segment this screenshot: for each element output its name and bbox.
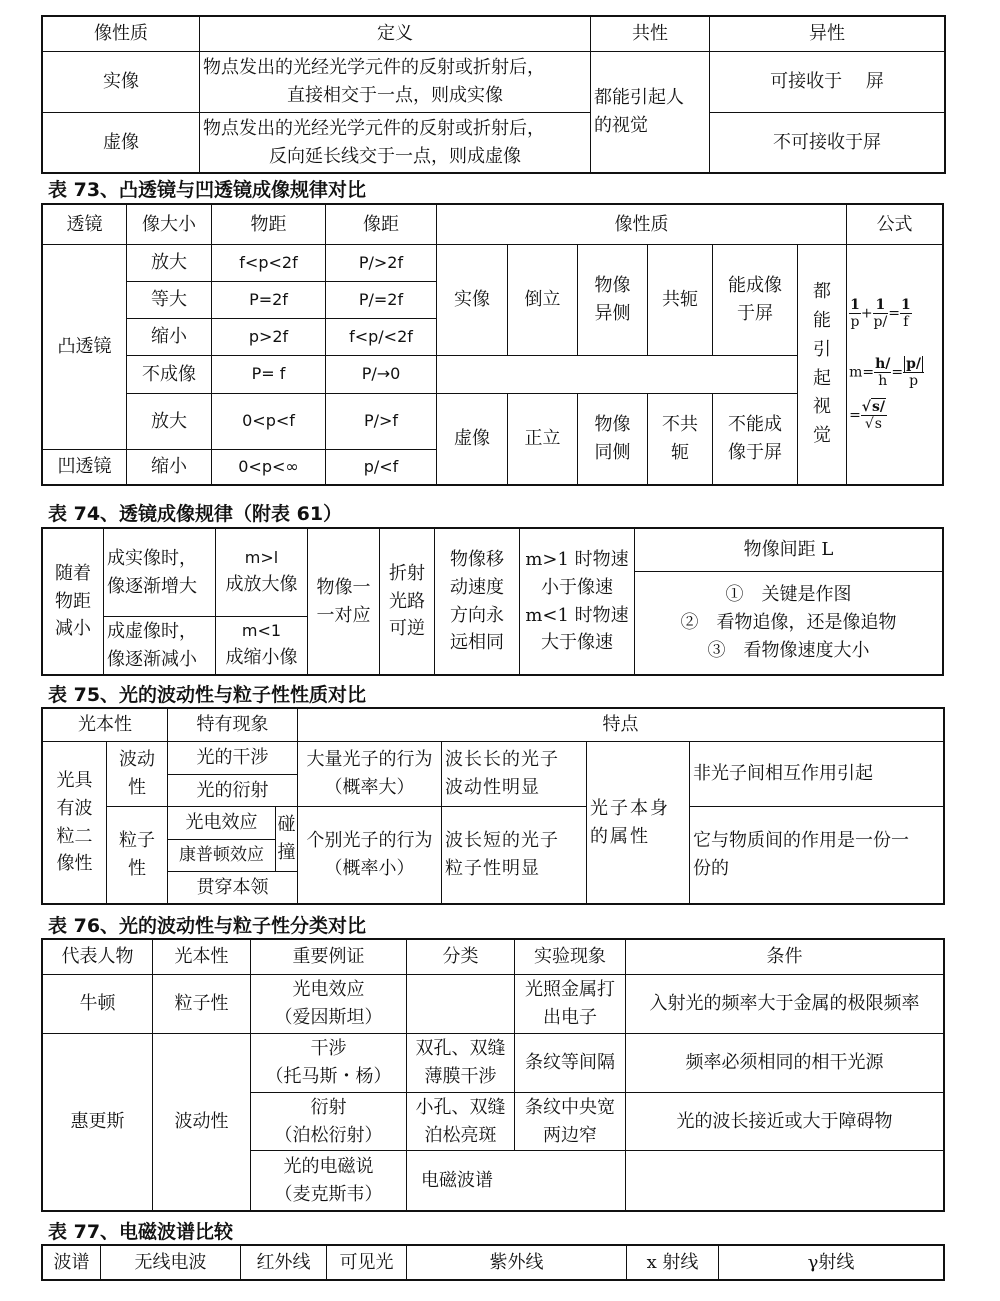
header-image-distance: 像距 bbox=[326, 205, 437, 245]
caption-table-76: 表 76、光的波动性与粒子性分类对比 bbox=[48, 915, 367, 937]
object-distance: P= f bbox=[212, 356, 326, 394]
virtual-image-difference: 不可接收于屏 bbox=[710, 113, 945, 173]
table-72 bbox=[42, 16, 945, 173]
image-size: 放大 bbox=[127, 245, 212, 282]
real-image-conjugate: 共轭 bbox=[648, 245, 713, 356]
concave-lens-label: 凹透镜 bbox=[43, 450, 127, 485]
real-image-type: 实像 bbox=[437, 245, 508, 356]
interference-condition: 频率必须相同的相干光源 bbox=[626, 1034, 944, 1093]
object-distance: 0<p<f bbox=[212, 394, 326, 450]
penetration: 贯穿本领 bbox=[168, 872, 298, 904]
lens-equation: $\frac{1}{p}$ + $\frac{1}{p/}$ = $\frac{1}{f}$ bbox=[850, 296, 911, 330]
intrinsic-property: 光子本身 的属性 bbox=[587, 742, 690, 904]
header-features: 特点 bbox=[298, 709, 944, 742]
visible-light: 可见光 bbox=[327, 1246, 407, 1280]
gamma-ray: γ射线 bbox=[719, 1246, 944, 1280]
matter-interaction: 它与物质间的作用是一份一 份的 bbox=[690, 807, 944, 904]
short-wavelength: 波长短的光子 粒子性明显 bbox=[442, 807, 587, 904]
radio-wave: 无线电波 bbox=[101, 1246, 241, 1280]
image-size: 缩小 bbox=[127, 319, 212, 356]
photoelectric: 光电效应 bbox=[168, 807, 276, 840]
image-distance: P/→0 bbox=[326, 356, 437, 394]
huygens: 惠更斯 bbox=[43, 1034, 153, 1211]
header-formula: 公式 bbox=[847, 205, 943, 245]
em-evidence: 光的电磁说 （麦克斯韦） bbox=[251, 1151, 407, 1211]
photoelectric-phenomenon: 光照金属打 出电子 bbox=[515, 975, 626, 1034]
object-distance: p>2f bbox=[212, 319, 326, 356]
interference-phenomenon: 条纹等间隔 bbox=[515, 1034, 626, 1093]
interference-category: 双孔、双缝 薄膜干涉 bbox=[407, 1034, 515, 1093]
table-73 bbox=[42, 204, 943, 485]
header-image-nature: 像性质 bbox=[43, 17, 200, 52]
particle-nature: 粒子性 bbox=[153, 975, 251, 1034]
header-evidence: 重要例证 bbox=[251, 940, 407, 975]
image-size: 不成像 bbox=[127, 356, 212, 394]
collision: 碰 撞 bbox=[276, 807, 298, 872]
convex-lens-label: 凸透镜 bbox=[43, 245, 127, 450]
distance-decrease-label: 随着 物距 减小 bbox=[43, 529, 104, 675]
header-nature: 光本性 bbox=[43, 709, 168, 742]
table-77 bbox=[42, 1245, 944, 1280]
image-size: 放大 bbox=[127, 394, 212, 450]
table-76 bbox=[42, 939, 944, 1211]
header-common: 共性 bbox=[591, 17, 710, 52]
non-interaction: 非光子间相互作用引起 bbox=[690, 742, 944, 807]
header-difference: 异性 bbox=[710, 17, 945, 52]
reversible-path: 折射 光路 可逆 bbox=[380, 529, 435, 675]
image-distance: P/>f bbox=[326, 394, 437, 450]
spectrum-label: 波谱 bbox=[43, 1246, 101, 1280]
header-definition: 定义 bbox=[200, 17, 591, 52]
x-ray: x 射线 bbox=[627, 1246, 719, 1280]
object-distance: P=2f bbox=[212, 282, 326, 319]
wave-nature: 波动 性 bbox=[107, 742, 168, 807]
ultraviolet: 紫外线 bbox=[407, 1246, 627, 1280]
object-distance: 0<p<∞ bbox=[212, 450, 326, 485]
diffraction-evidence: 衍射 （泊松衍射） bbox=[251, 1093, 407, 1151]
diffraction-category: 小孔、双缝 泊松亮斑 bbox=[407, 1093, 515, 1151]
caption-table-73: 表 73、凸透镜与凹透镜成像规律对比 bbox=[48, 179, 367, 201]
real-image-screen: 能成像 于屏 bbox=[713, 245, 798, 356]
real-image-definition: 物点发出的光经光学元件的反射或折射后， 直接相交于一点，则成实像 bbox=[200, 52, 591, 113]
em-category: 电磁波谱 bbox=[407, 1151, 626, 1211]
lens-formula bbox=[847, 245, 943, 485]
distance-notes: ① 关键是作图 ② 看物追像，还是像追物 ③ 看物像速度大小 bbox=[635, 572, 943, 675]
real-image-difference: 可接收于 屏 bbox=[710, 52, 945, 113]
virtual-image-screen: 不能成 像于屏 bbox=[713, 394, 798, 485]
header-lens: 透镜 bbox=[43, 205, 127, 245]
virtual-image-orientation: 正立 bbox=[508, 394, 578, 485]
particle-nature: 粒子 性 bbox=[107, 807, 168, 904]
no-image-empty bbox=[437, 356, 798, 394]
real-image-orientation: 倒立 bbox=[508, 245, 578, 356]
moving-direction: 物像移 动速度 方向永 远相同 bbox=[435, 529, 520, 675]
magnification-greater: m>l 成放大像 bbox=[216, 529, 308, 617]
image-distance: P/=2f bbox=[326, 282, 437, 319]
header-condition: 条件 bbox=[626, 940, 944, 975]
magnification-less: m<1 成缩小像 bbox=[216, 617, 308, 675]
real-image-growth: 成实像时， 像逐渐增大 bbox=[104, 529, 216, 617]
image-distance: P/>2f bbox=[326, 245, 437, 282]
image-size: 等大 bbox=[127, 282, 212, 319]
wave-particle-duality: 光具 有波 粒二 像性 bbox=[43, 742, 107, 904]
header-category: 分类 bbox=[407, 940, 515, 975]
infrared: 红外线 bbox=[241, 1246, 327, 1280]
interference-evidence: 干涉 （托马斯・杨） bbox=[251, 1034, 407, 1093]
virtual-image-label: 虚像 bbox=[43, 113, 200, 173]
real-image-label: 实像 bbox=[43, 52, 200, 113]
virtual-image-type: 虚像 bbox=[437, 394, 508, 485]
diffraction-condition: 光的波长接近或大于障碍物 bbox=[626, 1093, 944, 1151]
virtual-image-conjugate: 不共 轭 bbox=[648, 394, 713, 485]
header-nature: 光本性 bbox=[153, 940, 251, 975]
magnification-equation: m= $\frac{h/}{h}$ = $\frac{p/}{p}$ bbox=[849, 356, 940, 389]
real-image-side: 物像 异侧 bbox=[578, 245, 648, 356]
many-photons: 大量光子的行为 （概率大） bbox=[298, 742, 442, 807]
photoelectric-condition: 入射光的频率大于金属的极限频率 bbox=[626, 975, 944, 1034]
interference: 光的干涉 bbox=[168, 742, 298, 775]
wave-nature: 波动性 bbox=[153, 1034, 251, 1211]
magnification-sqrt: = $\frac{√s/}{√s}$ bbox=[849, 399, 885, 433]
table-74 bbox=[42, 528, 943, 675]
virtual-image-shrink: 成虚像时， 像逐渐减小 bbox=[104, 617, 216, 675]
photoelectric-evidence: 光电效应 （爱因斯坦） bbox=[251, 975, 407, 1034]
one-to-one: 物像一 一对应 bbox=[308, 529, 380, 675]
caption-table-75: 表 75、光的波动性与粒子性性质对比 bbox=[48, 684, 367, 706]
newton: 牛顿 bbox=[43, 975, 153, 1034]
all-visual-note: 都 能 引 起 视 觉 bbox=[798, 245, 847, 485]
object-distance: f<p<2f bbox=[212, 245, 326, 282]
few-photons: 个别光子的行为 （概率小） bbox=[298, 807, 442, 904]
em-condition bbox=[626, 1151, 944, 1211]
caption-table-74: 表 74、透镜成像规律（附表 61） bbox=[48, 503, 343, 525]
header-image-size: 像大小 bbox=[127, 205, 212, 245]
image-size: 缩小 bbox=[127, 450, 212, 485]
image-distance: f<p/<2f bbox=[326, 319, 437, 356]
header-phenomenon: 实验现象 bbox=[515, 940, 626, 975]
header-person: 代表人物 bbox=[43, 940, 153, 975]
header-phenomena: 特有现象 bbox=[168, 709, 298, 742]
long-wavelength: 波长长的光子 波动性明显 bbox=[442, 742, 587, 807]
photoelectric-category bbox=[407, 975, 515, 1034]
diffraction: 光的衍射 bbox=[168, 775, 298, 807]
caption-table-77: 表 77、电磁波谱比较 bbox=[48, 1221, 234, 1243]
common-property: 都能引起人 的视觉 bbox=[591, 52, 710, 173]
header-object-distance: 物距 bbox=[212, 205, 326, 245]
compton: 康普顿效应 bbox=[168, 840, 276, 872]
table-75 bbox=[42, 708, 944, 904]
diffraction-phenomenon: 条纹中央宽 两边窄 bbox=[515, 1093, 626, 1151]
header-image-properties: 像性质 bbox=[437, 205, 847, 245]
virtual-image-side: 物像 同侧 bbox=[578, 394, 648, 485]
image-distance: p/<f bbox=[326, 450, 437, 485]
virtual-image-definition: 物点发出的光经光学元件的反射或折射后， 反向延长线交于一点，则成虚像 bbox=[200, 113, 591, 173]
speed-comparison: m>1 时物速 小于像速 m<1 时物速 大于像速 bbox=[520, 529, 635, 675]
distance-title: 物像间距 L bbox=[635, 529, 943, 572]
